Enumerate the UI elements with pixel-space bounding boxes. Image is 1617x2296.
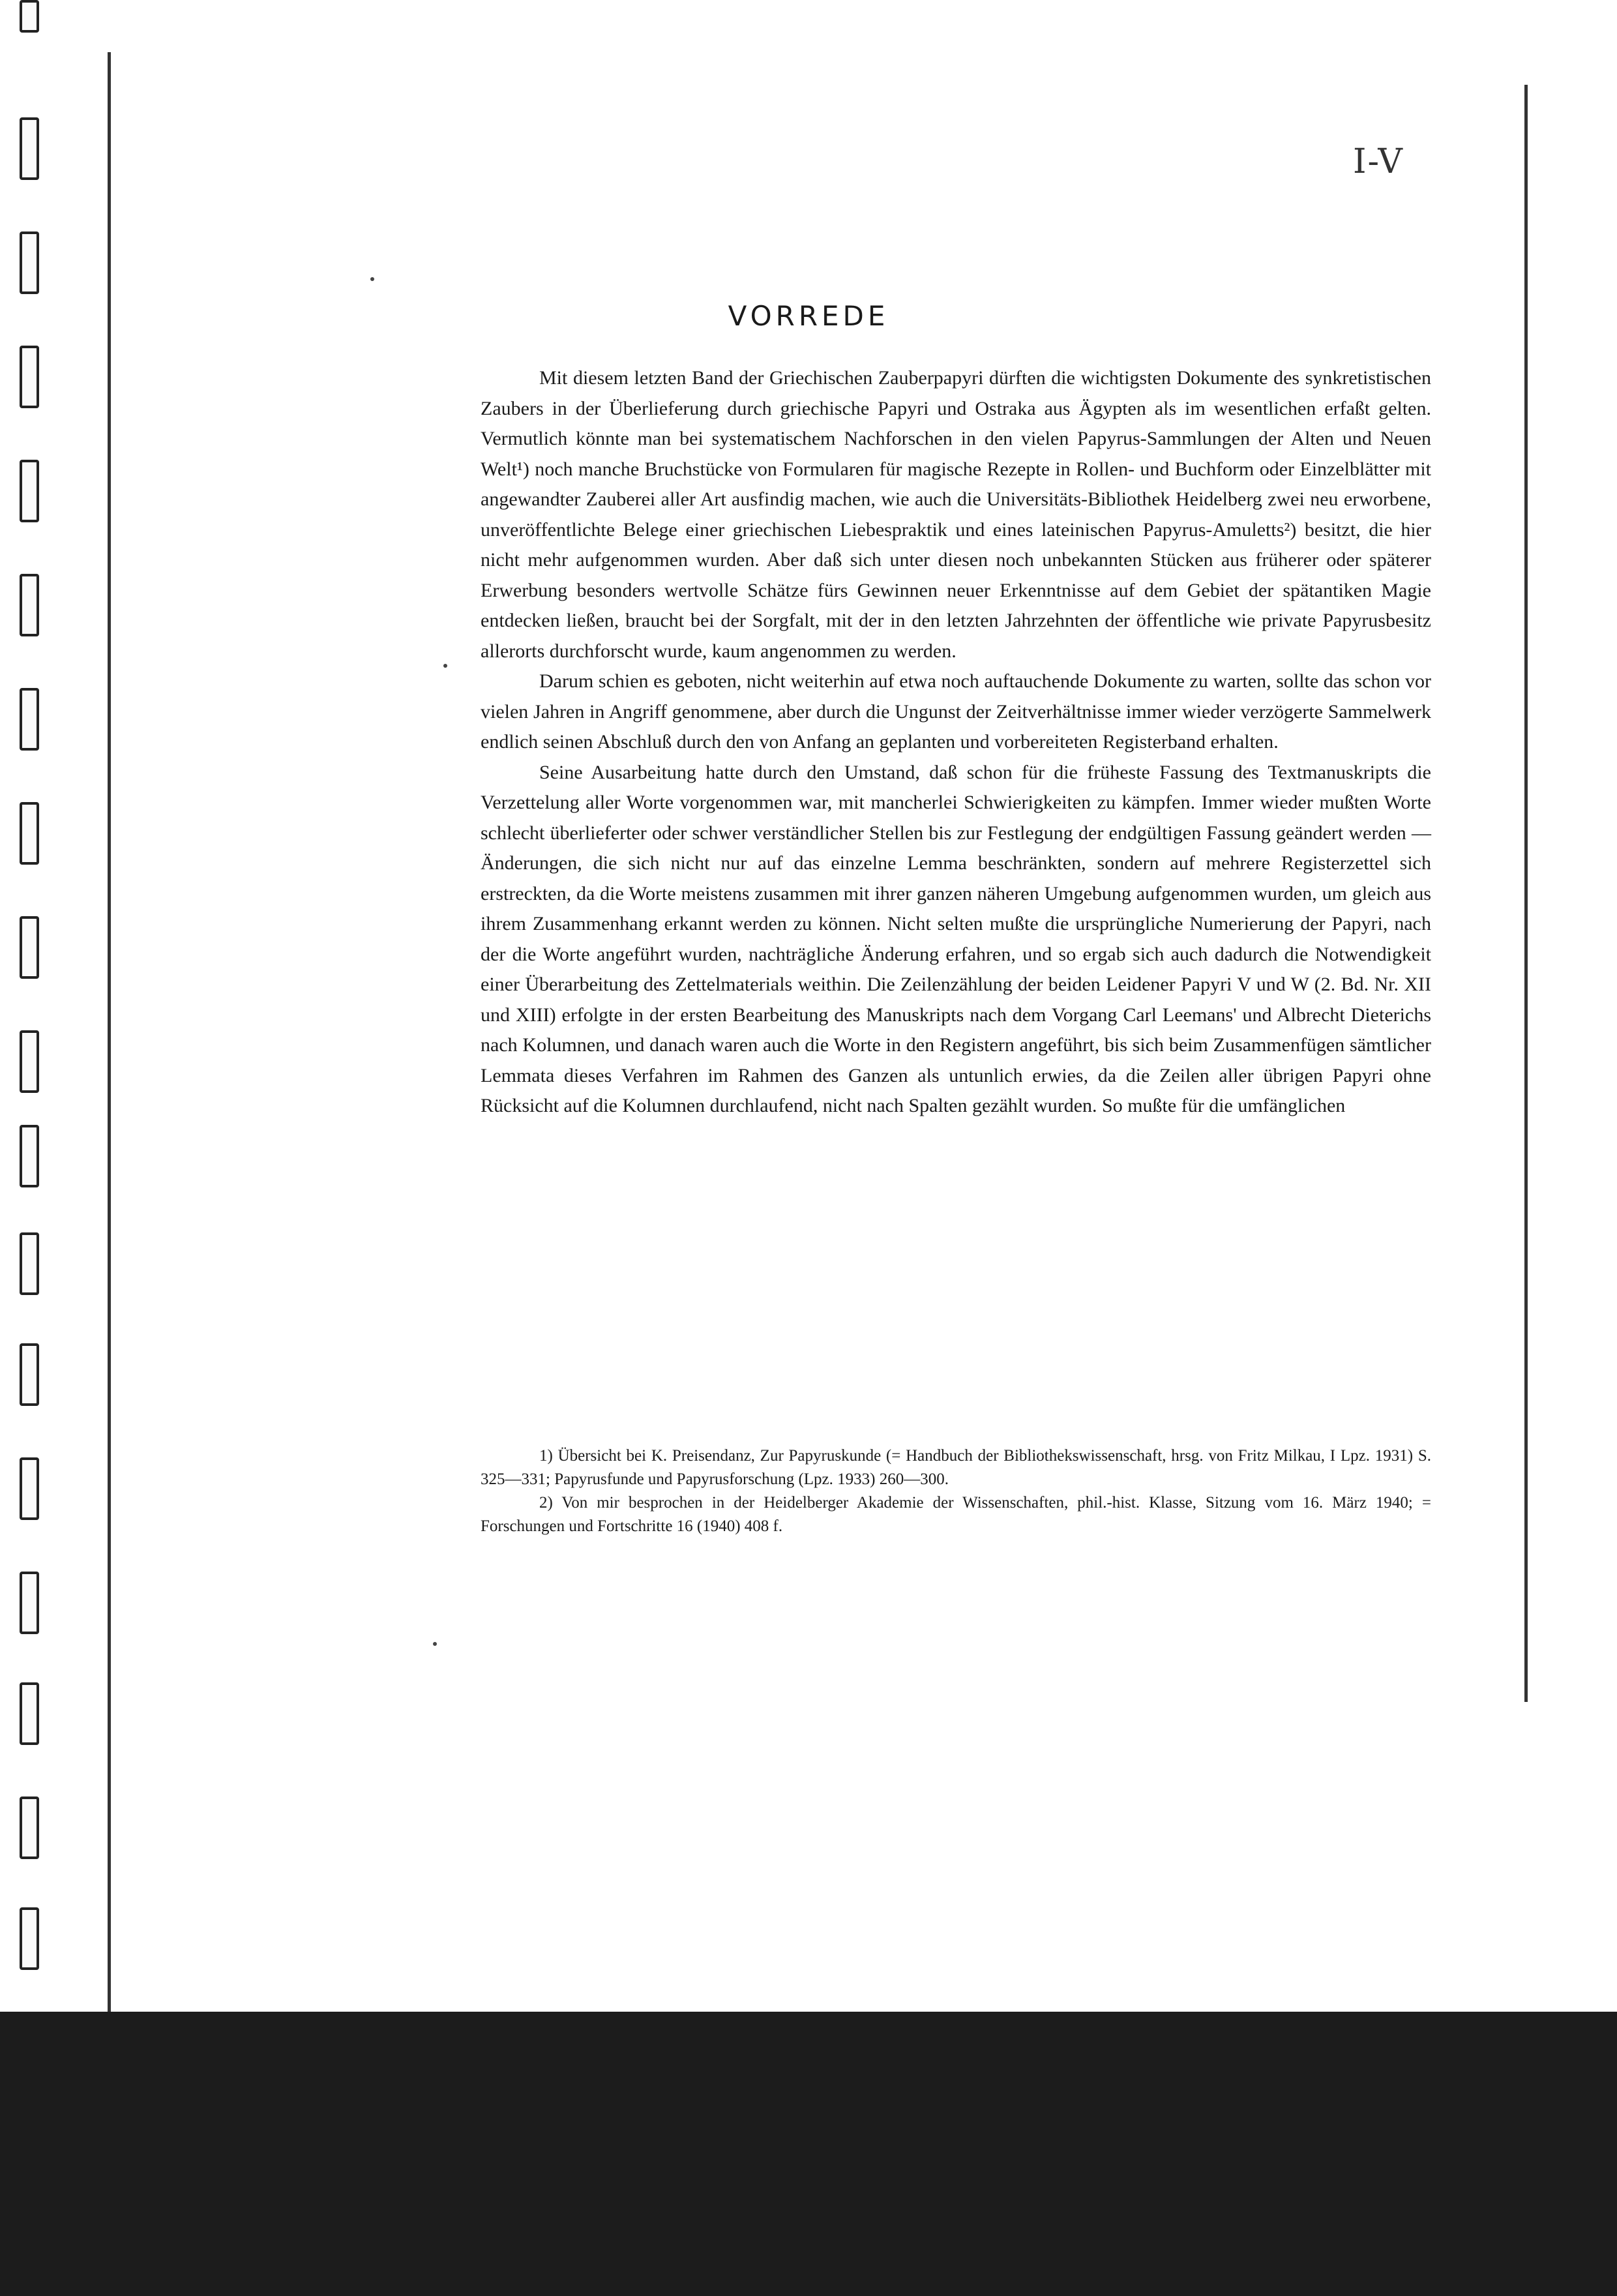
punch-hole (20, 1457, 39, 1520)
footnote: 1) Übersicht bei K. Preisendanz, Zur Papyruskunde (= Handbuch der Bibliothekswissenschaft, hrsg. von Fritz Milkau, I Lpz. 1931) S. 325—331; Papyrusfunde und Papyrusforschung (Lpz. 1933) 260—300. (481, 1447, 1431, 1488)
scan-dark-band (0, 2012, 1617, 2296)
punch-hole (20, 802, 39, 865)
page-title: VORREDE (728, 300, 889, 332)
page-fold-line (108, 52, 111, 2021)
punch-hole (20, 0, 39, 33)
punch-hole (20, 1232, 39, 1295)
scan-speck (443, 664, 447, 668)
punch-hole (20, 1797, 39, 1859)
punch-hole (20, 1343, 39, 1406)
binding-margin (0, 0, 98, 2296)
footnotes (481, 1444, 1431, 1538)
punch-hole (20, 1030, 39, 1093)
punch-hole (20, 916, 39, 979)
punch-hole (20, 688, 39, 751)
footnote: 2) Von mir besprochen in der Heidelberger Akademie der Wissenschaften, phil.-hist. Klasse, Sitzung vom 16. März 1940; = Forschungen und Fortschritte 16 (1940) 408 f. (481, 1494, 1431, 1535)
punch-hole (20, 574, 39, 636)
punch-hole (20, 1907, 39, 1970)
scan-speck (433, 1642, 437, 1646)
punch-hole (20, 1125, 39, 1187)
body-text (481, 363, 1431, 1122)
punch-hole (20, 1572, 39, 1634)
scan-speck (370, 277, 374, 281)
punch-hole (20, 1682, 39, 1745)
punch-hole (20, 460, 39, 522)
paragraph: Darum schien es geboten, nicht weiterhin auf etwa noch auftauchende Dokumente zu warten, sollte das schon vor vielen Jahren in Angriff genommene, aber durch die Ungunst der Zeitverhältnisse immer wieder verzögerte Sammelwerk endlich seinen Abschluß durch den von Anfang an geplanten und vorbereiteten Registerband erhalten. (481, 670, 1431, 753)
punch-hole (20, 231, 39, 294)
punch-hole (20, 117, 39, 180)
paragraph: Seine Ausarbeitung hatte durch den Umstand, daß schon für die früheste Fassung des Textmanuskripts die Verzettelung aller Worte vorgenommen war, mit mancherlei Schwierigkeiten zu kämpfen. Immer wieder mußten Worte schlecht überlieferter oder schwer verständlicher Stellen bis zur Festlegung der endgültigen Fassung geändert werden — Änderungen, die sich nicht nur auf das einzelne Lemma beschränkten, sondern auf mehrere Registerzettel sich erstreckten, da die Worte meistens zusammen mit ihrer ganzen näheren Umgebung aufgenommen wurden, um gleich aus ihrem Zusammenhang erkannt werden zu können. Nicht selten mußte die ursprüngliche Numerierung der Papyri, nach der die Worte angeführt wurden, nachträgliche Änderung erfahren, und so ergab sich auch dadurch die Notwendigkeit einer Überarbeitung des Zettelmaterials weithin. Die Zeilenzählung der beiden Leidener Papyri V und W (2. Bd. Nr. XII und XIII) erfolgte in der ersten Bearbeitung des Manuskripts nach dem Vorgang Carl Leemans' und Albrecht Dieterichs nach Kolumnen, und danach waren auch die Worte in den Registern angeführt, bis sich beim Zusammenfügen sämtlicher Lemmata dieses Verfahren im Rahmen des Ganzen als untunlich erwies, da die Zeilen aller übrigen Papyri ohne Rücksicht auf die Kolumnen durchlaufend, nicht nach Spalten gezählt wurden. So mußte für die umfänglichen (481, 761, 1431, 1116)
paragraph: Mit diesem letzten Band der Griechischen Zauberpapyri dürften die wichtigsten Dokumente des synkretistischen Zaubers in der Überlieferung durch griechische Papyri und Ostraka aus Ägypten als im wesentlichen erfaßt gelten. Vermutlich könnte man bei systematischem Nachforschen in den vielen Papyrus-Sammlungen der Alten und Neuen Welt¹) noch manche Bruchstücke von Formularen für magische Rezepte in Rollen- und Buchform oder Einzelblätter mit angewandter Zauberei aller Art ausfindig machen, wie auch die Universitäts-Bibliothek Heidelberg zwei neu erworbene, unveröffentlichte Belege einer griechischen Liebespraktik und eines lateinischen Papyrus-Amuletts²) besitzt, die hier nicht mehr aufgenommen wurden. Aber daß sich unter diesen noch unbekannten Stücken aus früherer oder späterer Erwerbung besonders wertvolle Schätze fürs Gewinnen neuer Erkenntnisse auf dem Gebiet der spätantiken Magie entdecken ließen, braucht bei der Sorgfalt, mit der in den letzten Jahrzehnten der öffentliche wie private Papyrusbesitz allerorts durchforscht wurde, kaum angenommen zu werden. (481, 367, 1431, 662)
punch-hole (20, 346, 39, 408)
folio-mark: I-V (1353, 142, 1404, 181)
